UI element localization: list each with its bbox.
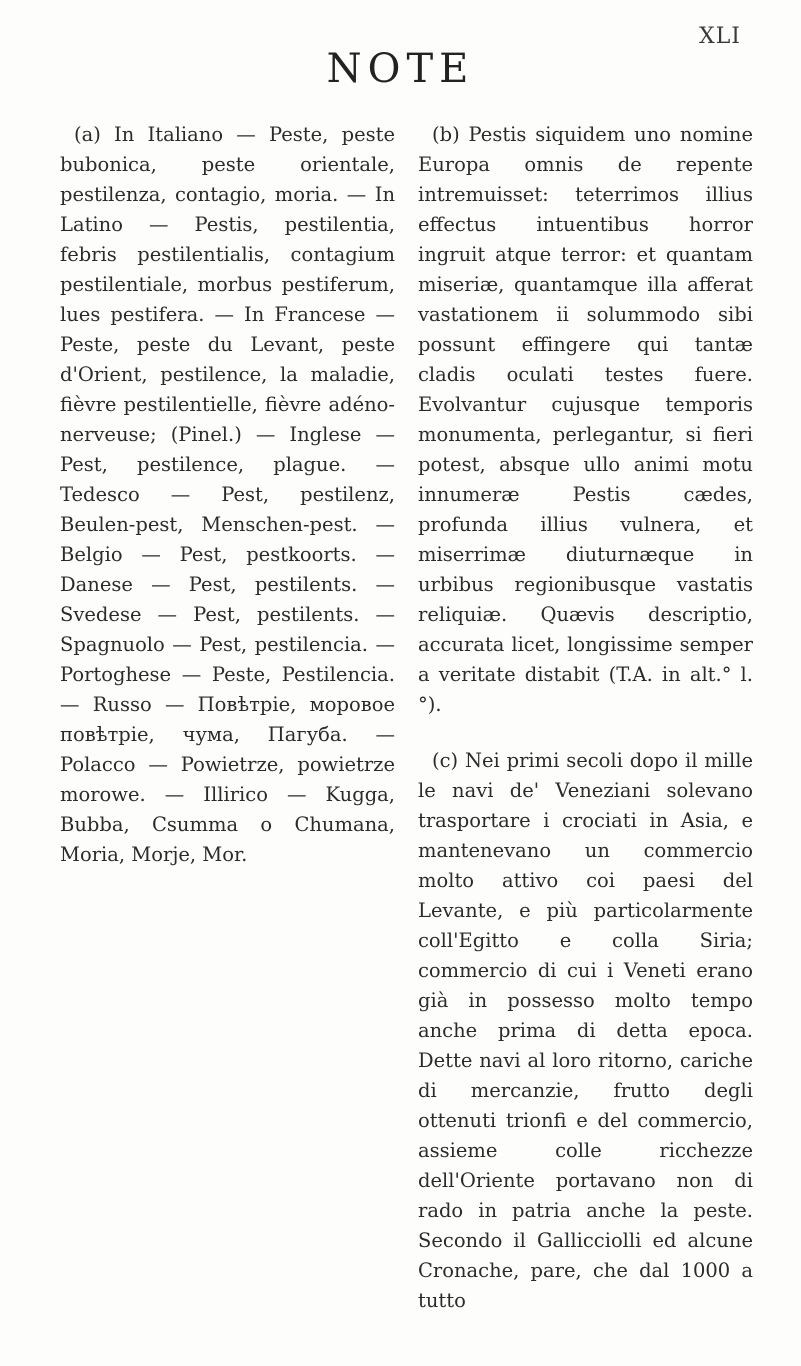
page-number: XLI xyxy=(699,24,741,49)
left-column xyxy=(60,120,395,888)
right-column xyxy=(418,120,753,1334)
note-b: (b) Pestis siquidem uno nomine Europa omnis de repente intremuisset: teterrimos illius effectus intuentibus horror ingruit atque terror: et quantam miseriæ, quantamque illa afferat vastationem ii solummodo sibi possunt effingere qui tantæ cladis oculati testes fuere. Evolvantur cujusque temporis monumenta, perlegantur, si fieri potest, absque ullo animi motu innumeræ Pestis cædes, profunda illius vulnera, et miserrimæ diuturnæque in urbibus regionibusque vastatis reliquiæ. Quævis descriptio, accurata licet, longissime semper a veritate distabit (T.A. in alt.° l.°). xyxy=(418,123,753,716)
note-a: (a) In Italiano — Peste, peste bubonica, peste orientale, pestilenza, contagio, moria. — In Latino — Pestis, pestilentia, febris pestilentialis, contagium pestilentiale, morbus pestiferum, lues pestifera. — In Francese — Peste, peste du Levant, peste d'Orient, pestilence, la maladie, fièvre pestilentielle, fièvre adéno-nerveuse; (Pinel.) — Inglese — Pest, pestilence, plague. — Tedesco — Pest, pestilenz, Beulen-pest, Menschen-pest. — Belgio — Pest, pestkoorts. — Danese — Pest, pestilents. — Svedese — Pest, pestilents. — Spagnuolo — Pest, pestilencia. — Portoghese — Peste, Pestilencia. — Russo — Повѣтріе, моровое повѣтріе, чума, Пагуба. — Polacco — Powietrze, powietrze morowe. — Illirico — Kugga, Bubba, Csumma o Chumana, Moria, Morje, Mor. xyxy=(60,123,395,866)
page-title: NOTE xyxy=(326,46,475,92)
note-c: (c) Nei primi secoli dopo il mille le navi de' Veneziani solevano trasportare i crociati in Asia, e mantenevano un commercio molto attivo coi paesi del Levante, e più particolarmente coll'Egitto e colla Siria; commercio di cui i Veneti erano già in possesso molto tempo anche prima di detta epoca. Dette navi al loro ritorno, cariche di mercanzie, frutto degli ottenuti trionfi e del commercio, assieme colle ricchezze dell'Oriente portavano non di rado in patria anche la peste. Secondo il Gallicciolli ed alcune Cronache, pare, che dal 1000 a tutto xyxy=(418,749,753,1312)
